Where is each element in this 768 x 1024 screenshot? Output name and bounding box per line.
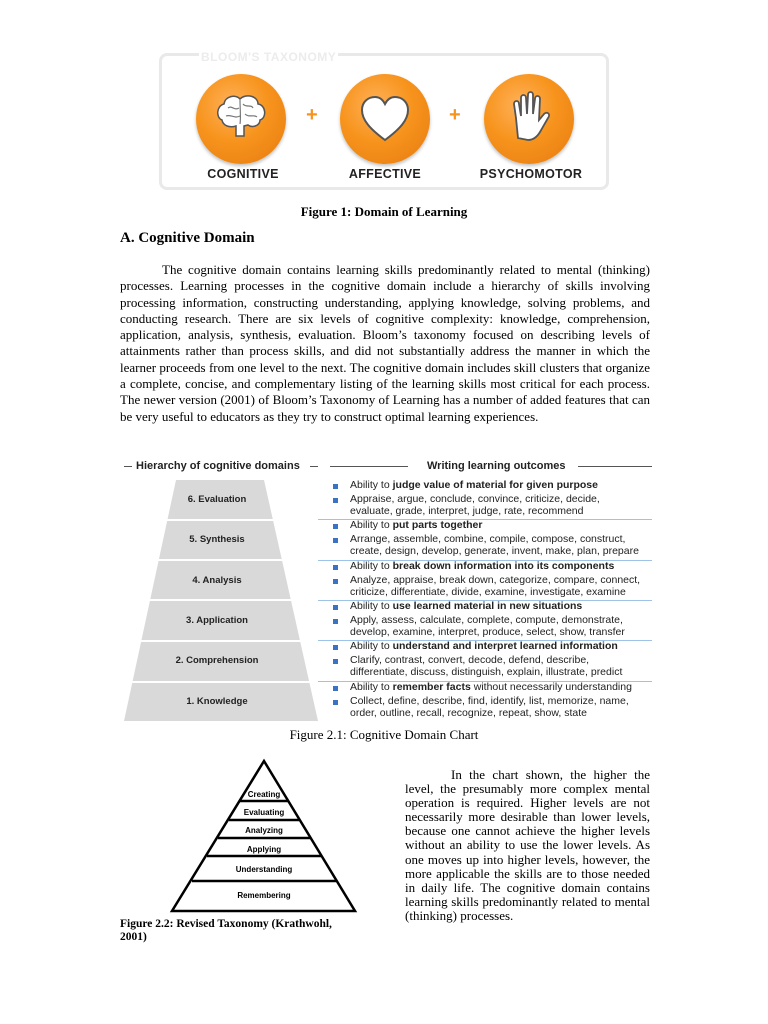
ability-text: Ability to put parts together: [350, 519, 483, 531]
pyramid-label-applying: Applying: [246, 845, 282, 854]
level-label-knowledge: 1. Knowledge: [186, 696, 248, 707]
heart-icon: [340, 74, 430, 164]
bullet: [333, 686, 338, 691]
plus-sign-1: +: [306, 104, 318, 126]
figure22-caption: Figure 2.2: Revised Taxonomy (Krathwohl, 2001): [120, 918, 332, 943]
domain-label-psychomotor: PSYCHOMOTOR: [479, 167, 583, 181]
chart-right-header: Writing learning outcomes: [427, 460, 566, 472]
header-rule-left-a: [124, 466, 132, 467]
pyramid-label-understanding: Understanding: [235, 865, 293, 874]
brain-icon: [196, 74, 286, 164]
verbs-line-1: Appraise, argue, conclude, convince, criticize, decide,: [350, 493, 600, 505]
verbs-line-2: create, design, develop, generate, invent, make, plan, prepare: [350, 546, 639, 557]
cognitive-circle: [196, 74, 286, 164]
section-heading: A. Cognitive Domain: [120, 230, 255, 246]
pyramid-label-remembering: Remembering: [237, 891, 291, 900]
ability-text: Ability to remember facts without necessarily understanding: [350, 682, 632, 693]
hand-icon: [484, 74, 574, 164]
affective-circle: [340, 74, 430, 164]
bullet: [333, 619, 338, 624]
bullet: [333, 645, 338, 650]
revised-paragraph: In the chart shown, the higher the level, the presumably more complex mental operation is required. Higher levels are not necessarily more desirable than lower levels, because one cannot achieve the higher levels without an ability to use the lower levels. As one moves up into higher levels, however, the more applicable the skills are to those needed in daily life. The cognitive domain contains learning skills predominantly related to mental (thinking) processes.: [405, 767, 650, 923]
bullet: [333, 484, 338, 489]
verbs-line-2: differentiate, discuss, distinguish, explain, illustrate, predict: [350, 666, 623, 678]
verbs-line-1: Clarify, contrast, convert, decode, defend, describe,: [350, 654, 590, 666]
header-rule-right: [578, 466, 652, 467]
banner-title: BLOOM'S TAXONOMY: [201, 50, 337, 64]
bullet: [333, 659, 338, 664]
plus-sign-2: +: [449, 104, 461, 126]
section-paragraph: The cognitive domain contains learning skills predominantly related to mental (thinking) processes. Learning processes in the cognitive domain include a hierarchy of skills involving processing information, constructing understanding, applying knowledge, solving problems, and conducting research. There are six levels of cognitive complexity: knowledge, comprehension, application, analysis, synthesis, evaluation. Bloom’s taxonomy focused on describing levels of attainments rather than process skills, and did not substantially address the manner in which the learner proceeds from one level to the next. The cognitive domain includes skill clusters that organize a complete, concise, and complementary listing of the learning skills most critical for each process. The newer version (2001) of Bloom’s Taxonomy of Learning has a number of added features that can be very useful to educators as they try to construct optimal learning experiences.: [120, 262, 650, 424]
chart-left-header: Hierarchy of cognitive domains: [136, 460, 300, 472]
verbs-line-2: evaluate, grade, interpret, judge, rate, recommend: [350, 505, 584, 517]
bullet: [333, 565, 338, 570]
figure21-caption: Figure 2.1: Cognitive Domain Chart: [289, 727, 479, 742]
ability-text: Ability to understand and interpret learned information: [350, 640, 618, 652]
level-label-analysis: 4. Analysis: [192, 575, 242, 586]
header-rule-left-b: [310, 466, 318, 467]
verbs-line-2: order, outline, recall, recognize, repeat, show, state: [350, 707, 587, 719]
ability-text: Ability to use learned material in new situations: [350, 600, 583, 612]
level-label-application: 3. Application: [186, 615, 248, 626]
bullet: [333, 498, 338, 503]
hierarchy-pyramid: [120, 478, 320, 723]
bullet: [333, 524, 338, 529]
level-label-evaluation: 6. Evaluation: [187, 494, 247, 505]
pyramid-label-analyzing: Analyzing: [245, 826, 283, 835]
verbs-line-2: develop, examine, interpret, produce, select, show, transfer: [350, 626, 625, 638]
bullet: [333, 700, 338, 705]
verbs-line-2: criticize, differentiate, divide, examine, investigate, examine: [350, 586, 626, 598]
domain-label-affective: AFFECTIVE: [348, 167, 422, 181]
verbs-line-1: Analyze, appraise, break down, categorize, compare, connect,: [350, 575, 641, 586]
pyramid-outline: [172, 761, 355, 911]
bullet: [333, 538, 338, 543]
pyramid-label-evaluating: Evaluating: [243, 808, 285, 817]
domain-label-cognitive: COGNITIVE: [207, 167, 279, 181]
level-label-comprehension: 2. Comprehension: [175, 655, 259, 666]
bullet: [333, 579, 338, 584]
level-label-synthesis: 5. Synthesis: [189, 534, 245, 545]
figure1-caption: Figure 1: Domain of Learning: [300, 204, 468, 219]
verbs-line-1: Apply, assess, calculate, complete, compute, demonstrate,: [350, 614, 623, 626]
header-rule-mid: [330, 466, 408, 467]
pyramid-label-creating: Creating: [247, 790, 281, 799]
verbs-line-1: Collect, define, describe, find, identify, list, memorize, name,: [350, 695, 629, 707]
ability-text: Ability to judge value of material for given purpose: [350, 479, 598, 491]
psychomotor-circle: [484, 74, 574, 164]
bullet: [333, 605, 338, 610]
verbs-line-1: Arrange, assemble, combine, compile, compose, construct,: [350, 533, 626, 545]
ability-text: Ability to break down information into its components: [350, 560, 615, 572]
